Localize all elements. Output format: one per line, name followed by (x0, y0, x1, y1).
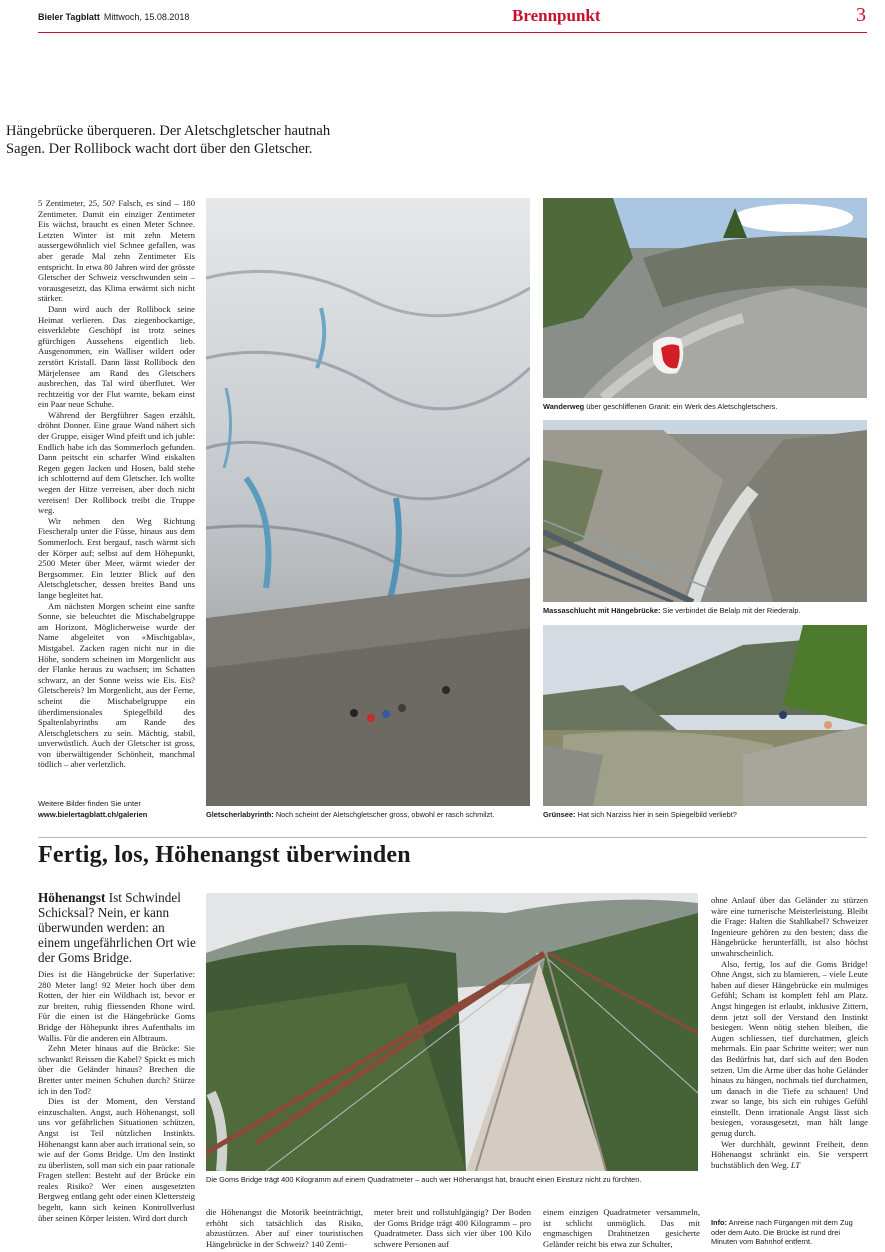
info-text: Anreise nach Fürgangen mit dem Zug oder dem Auto. Die Brücke ist rund drei Minuten vom Bahnhof entfernt. (711, 1218, 853, 1246)
lake-caption (543, 810, 867, 819)
header-rule (38, 32, 867, 33)
info-box (711, 1218, 868, 1247)
hiking-trail-photo (543, 198, 867, 398)
closing-text: Wer durchhält, gewinnt Freiheit, denn Höhenangst schränkt ein. Sie versperrt buchstäblich den Weg. (711, 1138, 868, 1170)
intro-text (6, 122, 366, 158)
gorge-caption (543, 606, 867, 615)
article1-paragraph: Am nächsten Morgen scheint eine sanfte Sonne, sie beleuchtet die Mischabelgruppe am Horizont. Möglicherweise wurde der Name abgeleitet von «Mischtgabla», Mistgabel. Zacken ragen nicht nur in die Höhe, sondern scheinen im Morgenlicht aus der Flanke heraus zu wachsen; im Schatten schwarz, an der Sonne weiss wie Eis. Eis? Gletschereis? Im Morgenlicht, aus der Ferne, scheint die Mischabelgruppe ein überdimensionales Spiegelbild des Spaltenlabyrinths am Rande des Aletschgletschers zu sein. Mächtig, stabil, unverwüstlich. Auch der Gletscher ist gross, von überwältigender Schönheit, manchmal tödlich – aber verletzlich. (38, 600, 195, 770)
caption-text: Noch scheint der Aletschgletscher gross, obwohl er rasch schmilzt. (273, 810, 495, 819)
goms-bridge-photo (206, 893, 698, 1171)
article1-paragraph: Dann wird auch der Rollibock seine Heimat verlieren. Das ziegenbockartige, eisverklebte Geschöpf ist trotz seines gfürchigen Aussehens eigentlich lieb. Ausgenommen, ein Walliser wildert oder zerstört Kristall. Dann lässt Rollibock den Märjelensee am Rand des Gletschers ausbrechen, das Tal wird überflutet. Wer rechtzeitig vor der Flut warnte, bekam einst ein Paar neue Schuhe. (38, 303, 195, 410)
lead-keyword: Höhenangst (38, 890, 106, 905)
glacier-photo (206, 198, 530, 806)
intro-line-1: Hängebrücke überqueren. Der Aletschgletscher hautnah (6, 123, 331, 139)
caption-text: über geschliffenen Granit: ein Werk des Aletschgletschers. (584, 402, 778, 411)
article2-paragraph: Dies ist die Hängebrücke der Superlative: 280 Meter lang! 92 Meter hoch über dem Rotten, der hier ein Wildbach ist, bevor er zur breiten, ruhig fliessenden Rhone wird. Für die einen ist die Hängebrücke Goms Bridge der Höhepunkt ihres Aufenthalts im Wallis. Für die anderen ein Albtraum. (38, 969, 195, 1043)
article2-paragraph: Also, fertig, los auf die Goms Bridge! Ohne Angst, sich zu blamieren, – viele Leute haben auf dieser Hängebrücke ein mulmiges Gefühl; Scham ist komplett fehl am Platz. Angst hingegen ist erlaubt, inklusive Zittern, denn jetzt soll der Verstand den Instinkt besiegen. Wenn nötig stehen bleiben, die Augen schliessen, tief durchatmen, gleich mehrmals. Ein paar Schritte weiter; wer nun das Bedürfnis hat, darf sich auf den Boden setzen. Um die Arme über das hohe Geländer hinaus zu hängen, nochmals tief durchatmen, um danach in die Tiefe zu schauen! Und zwar so lange, bis sich ein ruhiges Gefühl einstellt. Denn irrationale Angst lässt sich besiegen, vorausgesetzt, man hält lange genug durch. (711, 958, 868, 1139)
caption-title: Grünsee: (543, 810, 576, 819)
article2-column-3: meter breit und rollstuhlgängig? Der Boden der Goms Bridge trägt 400 Kilogramm – pro Quadratmeter. Dass sich vier über 100 Kilo schwere Personen auf (374, 1207, 531, 1249)
article2-column-5 (711, 895, 868, 1170)
caption-title: Gletscherlabyrinth: (206, 810, 274, 819)
page-number: 3 (856, 4, 866, 26)
article2-column-4: einem einzigen Quadratmeter versammeln, ist schlicht unmöglich. Das mit engmaschigen Drahtnetzen gesicherte Geländer reicht bis etwa zur Schulter, (543, 1207, 700, 1249)
article1-paragraph: Wir nehmen den Weg Richtung Fiescheralp unter die Füsse, hinaus aus dem Sommerloch. Erst bergauf, rasch wärmt sich der Körper auf; selbst auf dem Höhepunkt, 2500 Meter über Meer, wärmt wieder der Bergsommer. Ein letzter Blick auf den Aletschgletscher, dessen breites Band uns lange begleitet hat. (38, 515, 195, 600)
paper-name: Bieler Tagblatt (38, 12, 100, 22)
info-label: Info: (711, 1218, 728, 1227)
article2-paragraph: Dies ist der Moment, den Verstand einzuschalten. Angst, auch Höhenangst, soll uns vor gefährlichen Situationen schützen, Angst ist Teil nützlichen Instinkts. Höhenangst kann aber auch irrational sein, so wie auf der Goms Bridge. Um den Instinkt zu überlisten, soll man sich ein paar rationale Fragen stellen: Besteht auf der Brücke ein reales Risiko? Wer einen ausgesetzten Bergweg entlang geht oder einen Klettersteig begeht, kann sich keinen Kontrollverlust über seinen Körper leisten. Wird dort durch (38, 1096, 195, 1223)
gallery-link[interactable]: www.bielertagblatt.ch/galerien (38, 810, 148, 819)
article1-column (38, 198, 195, 770)
article2-lead (38, 890, 196, 965)
caption-text: Hat sich Narziss hier in sein Spiegelbild verliebt? (575, 810, 737, 819)
author-initials: LT (790, 1159, 801, 1170)
masthead (38, 12, 189, 22)
lake-photo (543, 625, 867, 806)
article2-headline: Fertig, los, Höhenangst überwinden (38, 842, 411, 868)
hiking-caption (543, 402, 867, 411)
article2-paragraph (711, 1139, 868, 1171)
article2-column-1 (38, 969, 195, 1223)
issue-date: Mittwoch, 15.08.2018 (103, 12, 190, 22)
caption-text: Sie verbindet die Belalp mit der Riederalp. (660, 606, 801, 615)
section-divider (38, 837, 867, 838)
more-pictures-label: Weitere Bilder finden Sie unter (38, 799, 141, 808)
section-title: Brennpunkt (512, 6, 601, 25)
article1-paragraph: Während der Bergführer Sagen erzählt, dröhnt Donner. Eine graue Wand nähert sich der Gruppe, eisiger Wind pfeift und ich juble: Endlich habe ich das Sommerloch gefunden. Dann peitscht ein scharfer Wind eiskalten Regen gegen Jacken und Hosen, bald stehe ich schlotternd auf dem Gletscher. Ich wollte wegen der Hitze verreisen, aber doch nicht vereisen! Der Rollibock treibt die Truppe weg. (38, 409, 196, 516)
article1-paragraph: 5 Zentimeter, 25, 50? Falsch, es sind – 180 Zentimeter. Damit ein einziger Zentimeter Eis wächst, braucht es einen Meter Schnee. Letzten Winter ist mit zehn Metern aussergewöhnlich viel Schnee gefallen, was aber gerade Mal zehn Zentimeter Eis entspricht. In etwa 80 Jahren wird der grösste Gletscher der Schweiz verschwunden sein – vorausgesetzt, das Klima erwärmt sich nicht stärker. (38, 198, 195, 304)
article2-paragraph: Zehn Meter hinaus auf die Brücke: Sie schwankt! Reissen die Kabel? Spickt es mich über die Geländer hinaus? Brechen die Bretter unter meinen Schuhen durch? Stürze ich in den Tod? (38, 1043, 195, 1096)
glacier-caption (206, 810, 530, 819)
article2-column-2: die Höhenangst die Motorik beeinträchtigt, erhöht sich tatsächlich das Risiko, abzustürzen. Aber auf einer touristischen Hängebrücke in der Schweiz? 140 Zenti- (206, 1207, 363, 1249)
gorge-photo (543, 420, 867, 602)
intro-line-2: Sagen. Der Rollibock wacht dort über den Gletscher. (6, 141, 313, 157)
bridge-caption: Die Goms Bridge trägt 400 Kilogramm auf einem Quadratmeter – auch wer Höhenangst hat, braucht einen Einsturz nicht zu fürchten. (206, 1175, 642, 1184)
lead-text: Ist Schwindel Schicksal? Nein, er kann überwunden werden: an einem ungefährlichen Ort wie der Goms Bridge. (38, 890, 196, 965)
caption-title: Massaschlucht mit Hängebrücke: (543, 606, 661, 615)
caption-title: Wanderweg (543, 402, 585, 411)
article2-paragraph: ohne Anlauf über das Geländer zu stürzen wäre eine turnerische Meisterleistung. Bleibt die Frage: Halten die Stahlkabel? Schweizer Ingenieure gehören zu den besten; dass die Hängebrücke herunterfällt, ist also höchst unwahrscheinlich. (711, 895, 868, 958)
more-pictures (38, 798, 198, 820)
